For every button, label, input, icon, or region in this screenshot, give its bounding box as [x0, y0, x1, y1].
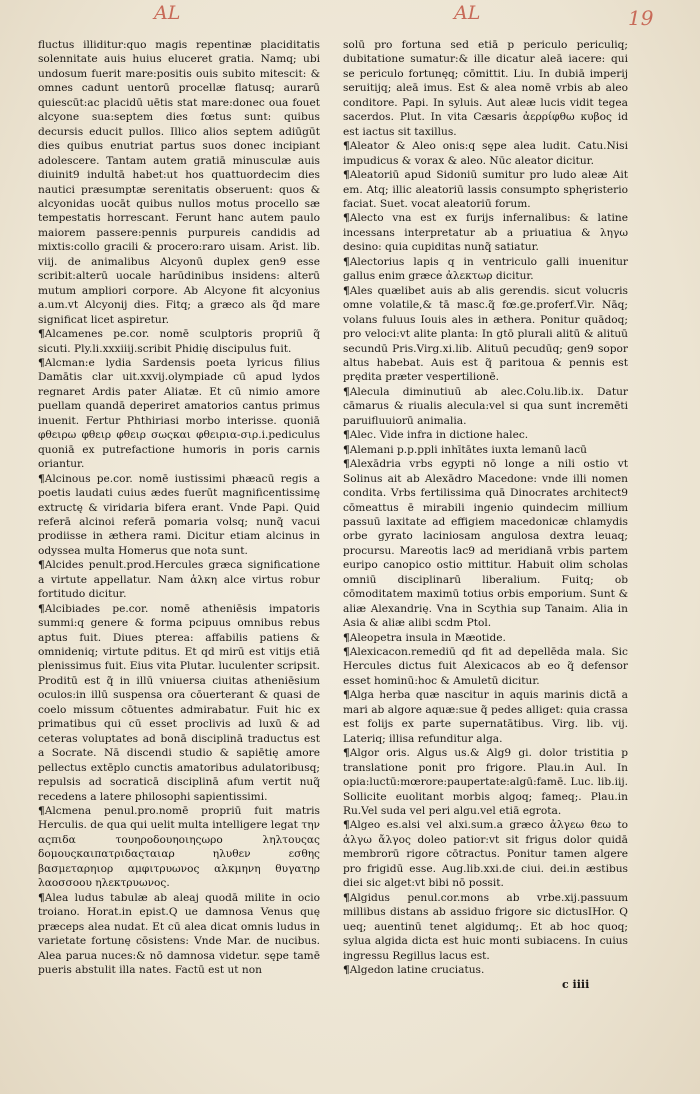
pilcrow-icon: ¶ — [343, 747, 350, 760]
pilcrow-icon: ¶ — [343, 819, 350, 832]
entry-paragraph: ¶Aleatoriū apud Sidoniū sumitur pro ludo aleæ Ait em. Atq; illic aleatoriū lassis consumpto sphęristerio faciat. Suet. vocat aleatoriū forum. — [343, 169, 628, 210]
entry-paragraph: ¶Alga herba quæ nascitur in aquis marinis dictā a mari ab algore aquæ:sue q̃ pedes alliget: quia crassa est folijs ex parte supernatātibus. Virg. lib. vij. Lateriq; illisa refunditur alga. — [343, 689, 628, 745]
pilcrow-icon: ¶ — [343, 169, 350, 182]
entry-paragraph: ¶Alcmena penul.pro.nomē propriū fuit matris Herculis. de qua qui uelit multa intelligere legat την αςπιδα τουηροδουηοιηςωρο ληλτουςας δομουςκαιπατριδαςταιαρ ηλυθεν εσθης βασμεταρηιορ αμφιτρυωνος αλκμηνη θυγατηρ λαοσσοου ηλεκτρυωνος. — [38, 805, 320, 890]
pilcrow-icon: ¶ — [38, 602, 45, 615]
pilcrow-icon: ¶ — [343, 385, 350, 398]
entry-paragraph: ¶Alecula diminutiuū ab alec.Colu.lib.ix. Datur cāmarus & riualis alecula:vel si qua sunt incremēti paruifluuiorū animalia. — [343, 385, 628, 427]
pilcrow-icon: ¶ — [343, 284, 350, 297]
entry-paragraph: ¶Alcibiades pe.cor. nomē atheniēsis impatoris summi:q genere & forma pcipuus omnibus rebus aptus fuit. Diues pterea: affabilis patiens & omnideniq; virtute pditus. Et qd mirū est vitijs etiā plenissimus fuit. Eius vita Plutar. luculenter scripsit. Proditū est q̃ in illū vniuersa ciuitas atheniēsium oculos:in illū suspensa ora cōuerterant & quasi de coelo missum cōtuentes admirabatur. Fuit hic ex primatibus qui cū esset proclivis ad luxū & ad ceteras voluptates ad bonā disciplinā traductus est a Socrate. Nā discendi studio & sapiētię amore pellectus extēplo cunctis amatoribus adulatoribusq; repulsis ad socraticā disciplinā afum vertit nuq̃ recedens a latere philosophi sapientissimi. — [38, 602, 320, 803]
entry-paragraph: ¶Alcides penult.prod.Hercules græca significatione a virtute appellatur. Nam ἀλκη alce virtus robur fortitudo dicitur. — [38, 559, 320, 601]
entry-paragraph: ¶Alcman:e lydia Sardensis poeta lyricus filius Damātis clar uit.xxvij.olympiade cū apud lydos regnaret Ardis pater Aliatæ. Et cū nimio amore puellam quandā deperiret amatorios cantus primus inuenit. Fertur Phthiriasi morbo interisse. quoniā φθειρω φθειρ φθειρ σωςκαι φθειρια-σιρ.i.pediculus quoniā ex putrefactione humoris in poris carnis oriantur. — [38, 356, 320, 471]
pilcrow-icon: ¶ — [38, 356, 45, 369]
right-column — [343, 38, 628, 977]
left-column — [38, 38, 320, 977]
pilcrow-icon: ¶ — [343, 429, 350, 442]
pilcrow-icon: ¶ — [343, 255, 350, 268]
pilcrow-icon: ¶ — [38, 805, 45, 818]
entry-paragraph: ¶Algor oris. Algus us.& Alg9 gi. dolor tristitia p translatione ponit pro frigore. Plau.in Aul. In opia:luctū:mœrore:paupertate:algū:famē. Luc. lib.iij. Sollicite euolitant morbis algoq; fameq;. Plau.in Ru.Vel suda vel peri algu.vel etiā egrota. — [343, 747, 628, 818]
pilcrow-icon: ¶ — [38, 472, 45, 485]
pilcrow-icon: ¶ — [343, 631, 350, 644]
entry-paragraph: ¶Algidus penul.cor.mons ab vrbe.xij.passuum millibus distans ab assiduo frigore sic dictusIHor. Q ueq; auentinū tenet algidumq;. Et ab hoc quoq; sylua algida dicta est huic monti subiacens. In cuius ingressu Regillus lacus est. — [343, 891, 628, 962]
entry-paragraph: ¶Alea ludus tabulæ ab aleaj quodā milite in ocio troiano. Horat.in epist.Q ue damnosa Venus quę præceps alea nudat. Et cū alea dicat omnis ludus in varietate fortunę cōsistens: Vnde Mar. de nucibus. Alea parua nuces:& nō damnosa videtur. sępe tamē pueris abstulit illa nates. Factū est ut non — [38, 891, 320, 976]
pilcrow-icon: ¶ — [38, 891, 45, 904]
entry-paragraph: ¶Alec. Vide infra in dictione halec. — [343, 429, 529, 442]
marginal-note-middle: AL — [454, 2, 481, 24]
entry-paragraph: ¶Alexādria vrbs egypti nō longe a nili ostio vt Solinus ait ab Alexādro Macedone: vnde illi nomen condita. Vrbs fertilissima quā Dinocrates architect9 cōmeattus ē mirabili ingenio quindecim millium passuū laxitate ad effigiem macedonicæ chlamydis orbe gyrato laciniosam angulosa dextra leuaq; procursu. Mareotis lac9 ad meridianā vrbis partem euripo canopico ostio mittitur. Habuit olim scholas omniū disciplinarū liberalium. Fuitq; ob cōmoditatem maximū totius orbis emporium. Sunt & aliæ Alexandrię. Vna in Scythia sup Tanaim. Alia in Asia & aliæ alibi scdm Ptol. — [343, 458, 628, 630]
pilcrow-icon: ¶ — [343, 689, 350, 702]
pilcrow-icon: ¶ — [343, 891, 350, 904]
entry-paragraph: ¶Alemani p.p.ppli inhītātes iuxta lemanū lacū — [343, 443, 587, 456]
entry-paragraph: fluctus illiditur:quo magis repentinæ placiditatis solennitate auis huius eluceret gratia. Namq; ubi undosum fuerit mare:positis ouis subito mitescit: & omnes cadunt uentorū procellæ flatusq; aurarū quiescūt:ac placidū uētis stat mare:donec oua fouet alcyone sua:septem dies fœtus sunt: quibus decursis educit pullos. Illico alios septem adiūgūt dies quibus enutriat partus suos donec incipiant adolescere. Tantam autem gratiā minusculæ auis diuinit9 indultā habet:ut hos quattuordecim dies nautici præsumptæ serenitatis obseruent: quos & alcyonidas uocāt quibus nullos motus procello sæ tempestatis horrescant. Ferunt hanc autem paulo maiorem passere:pennis purpureis candidis ad mixtis:collo gracili & procero:raro uisam. Arist. lib. viij. de animalibus Alcyonū duplex gen9 esse scribit:alterū uocale harūdinibus insidens: alterū mutum ampliori corpore. Ab Alcyone fit alcyonius a.um.vt Alcyonij dies. Fitq; a græco als q̃d mare significat licet aspiretur. — [38, 39, 320, 326]
entry-paragraph: ¶Aleator & Aleo onis:q sępe alea ludit. Catu.Nisi impudicus & vorax & aleo. Nūc aleator dicitur. — [343, 140, 628, 167]
entry-paragraph: ¶Algedon latine cruciatus. — [343, 964, 485, 976]
entry-paragraph: solū pro fortuna sed etiā p periculo periculiq; dubitatione sumatur:& ille dicatur aleā iacere: qui se periculo fortunęq; cōmittit. Liu. In dubiā imperij seruitijq; aleā imus. Est & alea nomē vrbis ab aleo conditore. Papi. In syluis. Aut aleæ lucis vidit tegea sacerdos. Plut. In vita Cæsaris ἀερρίφθω κυβος id est iactus sit taxillus. — [343, 39, 628, 138]
entry-paragraph: ¶Alcinous pe.cor. nomē iustissimi phæacū regis a poetis laudati cuius ædes fuerūt magnificentissimę extructę & viridaria bifera erant. Vnde Papi. Quid referā alcinoi referā pomaria volsq; nunq̃ vacui prodiisse in æthera rami. Dicitur etiam alcinus in odyssea multa Homerus que nota sunt. — [38, 472, 320, 557]
pilcrow-icon: ¶ — [38, 559, 45, 572]
pilcrow-icon: ¶ — [343, 140, 350, 153]
pilcrow-icon: ¶ — [343, 964, 350, 976]
marginal-note-left: AL — [154, 2, 181, 24]
entry-paragraph: ¶Alectorius lapis q in ventriculo galli inuenitur gallus enim græce ἀλεκτωρ dicitur. — [343, 255, 628, 283]
pilcrow-icon: ¶ — [343, 458, 350, 471]
signature-mark: c iiii — [562, 978, 590, 991]
pilcrow-icon: ¶ — [343, 212, 350, 225]
entry-paragraph: ¶Alecto vna est ex furijs infernalibus: & latine incessans interpretatur ab a priuatiua & ληγω desino: quia cupiditas nunq̃ satiatur. — [343, 212, 628, 254]
entry-paragraph: ¶Alexicacon.remediū qd fit ad depellēda mala. Sic Hercules dictus fuit Alexicacos ab eo q̃ defensor esset hominū:hoc & Amuletū dicitur. — [343, 646, 628, 687]
entry-paragraph: ¶Algeo es.alsi vel alxi.sum.a græco ἀλγεω θεω to ἀλγω ἄλγος doleo patior:vt sit frigus dolor quidā membrorū rigore cōtractus. Ponitur tamen algere pro frigidū esse. Aug.lib.xxi.de ciui. dei.in æstibus diei sic alget:vt bibi nō possit. — [343, 819, 628, 890]
pilcrow-icon: ¶ — [343, 443, 350, 456]
entry-paragraph: ¶Alcamenes pe.cor. nomē sculptoris propriū q̃ sicuti. Ply.li.xxxiiij.scribit Phidię discipulus fuit. — [38, 328, 320, 355]
entry-paragraph: ¶Aleopetra insula in Mæotide. — [343, 631, 506, 644]
pilcrow-icon: ¶ — [343, 646, 350, 659]
folio-number: 19 — [628, 6, 654, 30]
pilcrow-icon: ¶ — [38, 328, 45, 341]
entry-paragraph: ¶Ales quælibet auis ab alis gerendis. sicut volucris omne volatile,& tā masc.q̃ fœ.ge.proferf.Vir. Nāq; volans fuluus Iouis ales in æthera. Ponitur quādoq; pro veloci:vt alite planta: In gtō plurali alitū & alituū secundū Pris.Virg.xi.lib. Alituū pecudūq; gen9 sopor altus habebat. Auis est q̃ paritoua & pennis est prędita præter vespertilionē. — [343, 284, 628, 384]
